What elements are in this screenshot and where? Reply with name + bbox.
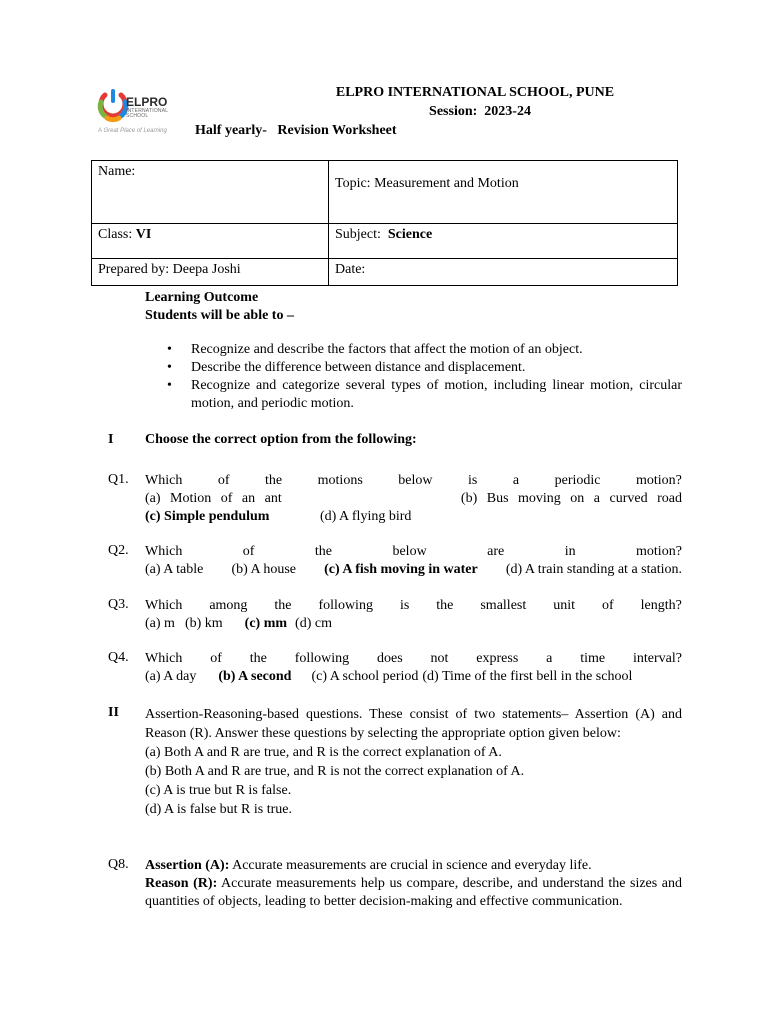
prepared-by-cell [92,259,329,286]
word: unit [553,598,576,613]
q4-options [145,668,682,686]
ar-option: (d) A is false but R is true. [145,802,292,817]
class-value: VI [135,227,152,242]
word: in [564,544,576,559]
outcome-list [145,341,682,413]
q3-option-a: (a) m [145,616,175,631]
subject-cell [329,224,678,259]
q1-body [145,472,682,526]
q4-option-d: (d) Time of the first bell in the school [422,669,633,684]
section-2-number: II [108,705,119,720]
logo-sub: INTERNATIONAL SCHOOL [126,108,169,119]
word: among [209,598,248,613]
word: interval? [632,651,682,666]
bullet-icon: • [167,342,172,357]
worksheet-title: Half yearly- Revision Worksheet [195,123,397,138]
section-1-title: Choose the correct option from the following: [145,432,417,447]
q2-option-b: (b) A house [231,562,296,577]
word: smallest [480,598,527,613]
q4-stem [145,650,682,668]
q4-body [145,650,682,686]
word: motion? [636,473,682,488]
word: motions [317,473,363,488]
bullet-icon: • [167,378,172,393]
outcome-text: Describe the difference between distance and displacement. [191,360,526,375]
date-label: Date: [335,262,366,277]
assertion-label: Assertion (A): [145,858,230,873]
class-label: Class: [98,227,136,242]
q1-option-c: (c) Simple pendulum [145,509,270,524]
word: are [487,544,505,559]
logo-power-icon [96,86,130,126]
q8-reason [145,875,682,911]
q3-stem [145,597,682,615]
q1-option-b: (b) Bus moving on a curved road [460,491,682,506]
ar-option: (c) A is true but R is false. [145,783,292,798]
section-1-number: I [108,432,114,447]
word: is [399,598,410,613]
q3-option-b: (b) km [184,616,223,631]
q8-assertion [145,857,682,875]
section-2-body [145,705,682,819]
q8-number: Q8. [108,857,129,872]
word: Which [145,544,183,559]
word: not [430,651,449,666]
bullet-icon: • [167,360,172,375]
q2-number: Q2. [108,543,129,558]
name-cell [92,161,329,224]
q2-option-d: (d) A train standing at a station. [505,562,682,577]
ar-option: (a) Both A and R are true, and R is the correct explanation of A. [145,745,502,760]
learning-subtitle: Students will be able to – [145,308,294,323]
word: following [294,651,350,666]
word: of [210,651,222,666]
word: Which [145,598,183,613]
word: motion? [636,544,682,559]
word: a [512,473,520,488]
word: the [314,544,333,559]
q1-options-row1 [145,490,682,508]
word: following [318,598,373,613]
q1-options-row2 [145,508,682,526]
word: of [217,473,230,488]
word: below [392,544,427,559]
word: periodic [554,473,601,488]
word: a [546,651,553,666]
learning-outcome [145,289,294,325]
assertion-text: Accurate measurements are crucial in science and everyday life. [229,858,592,873]
word: time [580,651,606,666]
q3-option-c: (c) mm [244,616,288,631]
q1-stem [145,472,682,490]
name-label: Name: [98,164,136,179]
word: express [476,651,519,666]
word: is [468,473,478,488]
word: the [274,598,292,613]
q1-option-a: (a) Motion of an ant [145,491,282,506]
prepared-by: Prepared by: Deepa Joshi [98,262,241,277]
q2-body [145,543,682,579]
info-table [91,160,678,286]
q2-option-c: (c) A fish moving in water [324,562,478,577]
word: does [377,651,403,666]
q2-options [145,561,682,579]
school-name: ELPRO INTERNATIONAL SCHOOL, PUNE [335,85,615,100]
topic: Topic: Measurement and Motion [335,176,519,191]
session: Session: 2023-24 [429,104,531,119]
list-item [145,341,682,359]
outcome-text: Recognize and describe the factors that affect the motion of an object. [191,342,583,357]
subject-value: Science [387,227,433,242]
logo-tagline: A Great Place of Learning [98,128,167,134]
list-item [145,377,682,413]
word: Which [145,473,183,488]
logo-text [126,96,176,119]
reason-text: Accurate measurements help us compare, describe, and understand the sizes and quantities of objects, leading to better decision-making and effective communication. [145,876,683,909]
subject-label: Subject: [335,227,388,242]
word: the [249,651,267,666]
ar-option: (b) Both A and R are true, and R is not the correct explanation of A. [145,764,525,779]
word: below [398,473,433,488]
word: length? [640,598,682,613]
logo-brand: ELPRO [126,95,168,109]
reason-label: Reason (R): [145,876,218,891]
outcome-text: Recognize and categorize several types of motion, including linear motion, circular motion, and periodic motion. [191,378,682,411]
q1-number: Q1. [108,472,129,487]
q1-option-d: (d) A flying bird [320,509,412,524]
q4-number: Q4. [108,650,129,665]
q3-option-d: (d) cm [295,616,332,631]
topic-cell [329,161,678,224]
date-cell [329,259,678,286]
q4-option-c: (c) A school period [311,669,419,684]
list-item [145,359,682,377]
word: Which [145,651,183,666]
section-2-intro: Assertion-Reasoning-based questions. These consist of two statements– Assertion (A) and Reason (R). Answer these questions by selecting the appropriate option given below: [145,707,682,741]
q4-option-b: (b) A second [218,669,292,684]
q3-body [145,597,682,633]
word: of [242,544,255,559]
learning-title: Learning Outcome [145,290,259,305]
word: of [602,598,614,613]
q4-option-a: (a) A day [145,669,197,684]
q2-option-a: (a) A table [145,562,204,577]
q2-stem [145,543,682,561]
word: the [436,598,454,613]
word: the [265,473,283,488]
q3-number: Q3. [108,597,129,612]
q3-options [145,615,682,633]
class-cell [92,224,329,259]
q8-body [145,857,682,911]
